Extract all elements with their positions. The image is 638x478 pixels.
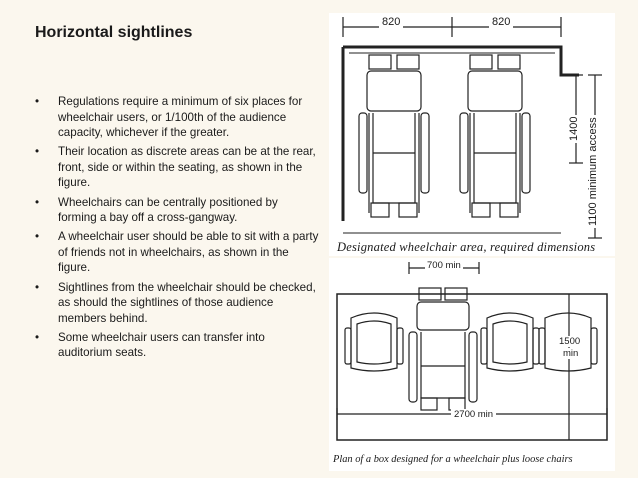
bullet-icon: • <box>35 330 40 344</box>
chair-icon <box>481 313 539 371</box>
bullet-icon: • <box>35 145 40 159</box>
dimension-label: 820 <box>379 16 403 28</box>
wheelchair-icon <box>409 288 477 410</box>
bullet-icon: • <box>35 95 40 108</box>
dimension-label: 1500 <box>559 336 581 347</box>
figure-wheelchair-area <box>329 13 615 256</box>
chair-icon <box>345 313 403 371</box>
list-item: • A wheelchair user should be able to sit with a party of friends not in wheelchairs, as shown in the figure. <box>35 230 319 275</box>
dimension-label: 1400 <box>568 116 580 141</box>
dimension-label: 2700 min <box>451 409 496 420</box>
dimension-label: 820 <box>489 16 513 28</box>
list-item: • Regulations require a minimum of six places for wheelchair users, or 1/100th of the audience capacity, whichever if the greater. <box>35 95 303 140</box>
bullet-icon: • <box>35 195 40 209</box>
list-item: • Their location as discrete areas can be at the rear, front, side or within the seating, as shown in the figure. <box>35 145 316 190</box>
bullet-list <box>34 94 319 365</box>
wheelchair-icon <box>359 55 429 217</box>
figure-caption: Designated wheelchair area, required dimensions <box>337 240 596 254</box>
figure-caption: Plan of a box designed for a wheelchair plus loose chairs <box>333 454 573 465</box>
bullet-icon: • <box>35 280 40 294</box>
bullet-icon: • <box>35 230 40 244</box>
dimension-label: 1100 minimum access <box>587 117 599 226</box>
dimension-label: min <box>563 348 579 359</box>
dimension-label: 700 min <box>427 260 461 271</box>
list-item: • Some wheelchair users can transfer into auditorium seats. <box>35 330 265 360</box>
figure-box-plan <box>329 258 615 471</box>
list-item: • Sightlines from the wheelchair should be checked, as should the sightlines of those audience members behind. <box>35 280 316 325</box>
box-plan-drawing <box>329 258 615 471</box>
slide-title: Horizontal sightlines <box>35 24 193 41</box>
list-item: • Wheelchairs can be centrally positioned by forming a bay off a cross-gangway. <box>35 195 278 225</box>
wheelchair-icon <box>460 55 530 217</box>
